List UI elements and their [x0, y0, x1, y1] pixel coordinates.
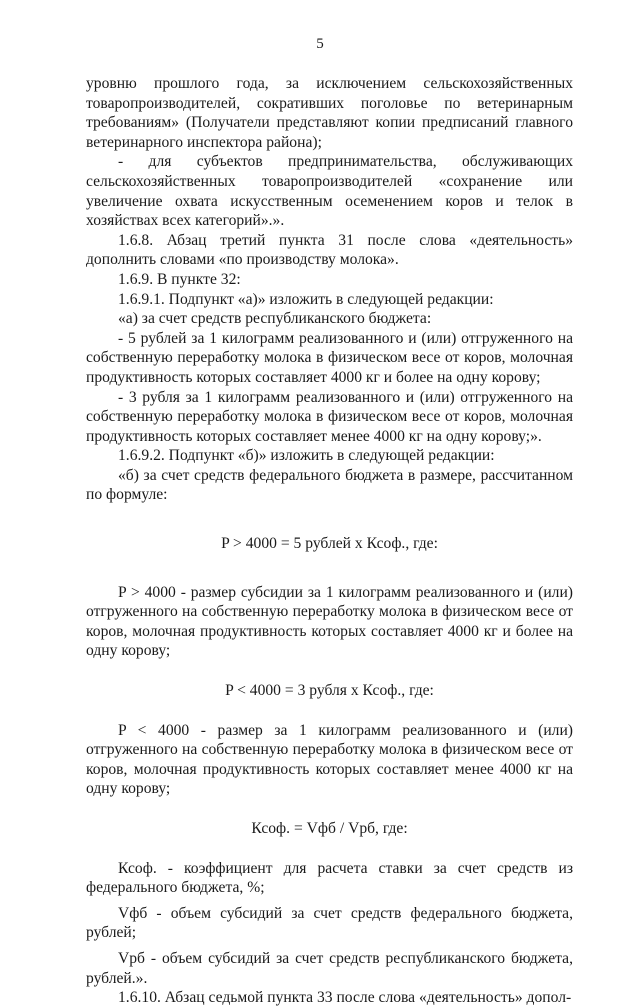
paragraph: 1.6.10. Абзац седьмой пункта 33 после слова «деятельность» допол-: [118, 989, 572, 1007]
paragraph: 1.6.9. В пункте 32:: [118, 270, 241, 288]
paragraph: Ксоф. - коэффициент для расчета ставки за счет средств из федерального бюджета, %;: [86, 859, 573, 897]
document-body: [86, 74, 573, 1008]
paragraph: «а) за счет средств республиканского бюджета:: [118, 310, 432, 328]
formula: P < 4000 = 3 рубля x Ксоф., где:: [225, 682, 434, 700]
formula: Ксоф. = Vфб / Vрб, где:: [251, 820, 408, 837]
paragraph: 1.6.9.2. Подпункт «б)» изложить в следующей редакции:: [118, 447, 495, 465]
paragraph: 1.6.8. Абзац третий пункта 31 после слова «деятельность» дополнить словами «по производству молока».: [86, 231, 573, 269]
paragraph: 1.6.9.1. Подпункт «а)» изложить в следующей редакции:: [118, 290, 494, 308]
paragraph: «б) за счет средств федерального бюджета в размере, рассчитанном по формуле:: [86, 466, 573, 504]
paragraph: - для субъектов предпринимательства, обслуживающих сельскохозяйственных товаропроизводителей «сохранение или увеличение охвата искусственным осеменением коров и телок в хозяйствах всех категорий».».: [86, 153, 573, 230]
paragraph: P < 4000 - размер за 1 килограмм реализованного и (или) отгруженного на собственную переработку молока в физическом весе от коров, молочная продуктивность которых составляет менее 4000 кг на одну корову;: [86, 721, 573, 798]
paragraph: Vфб - объем субсидий за счет средств федерального бюджета, рублей;: [86, 904, 573, 942]
paragraph: P > 4000 - размер субсидии за 1 килограмм реализованного и (или) отгруженного на собственную переработку молока в физическом весе от коров, молочная продуктивность которых составляет 4000 кг и более на одну корову;: [86, 583, 573, 660]
formula: P > 4000 = 5 рублей x Ксоф., где:: [221, 535, 438, 553]
paragraph: - 5 рублей за 1 килограмм реализованного и (или) отгруженного на собственную переработку молока в физическом весе от коров, молочная продуктивность которых составляет 4000 кг и более на одну корову;: [86, 329, 573, 386]
paragraph: - 3 рубля за 1 килограмм реализованного и (или) отгруженного на собственную переработку молока в физическом весе от коров, молочная продуктивность которых составляет менее 4000 кг на одну корову;».: [86, 388, 573, 445]
paragraph: уровню прошлого года, за исключением сельскохозяйственных товаропроизводителей, сокративших поголовье по ветеринарным требованиям» (Получатели представляют копии предписаний главного ветеринарного инспектора района);: [86, 75, 573, 151]
paragraph: Vрб - объем субсидий за счет средств республиканского бюджета, рублей.».: [86, 949, 573, 987]
page-number: 5: [316, 36, 324, 52]
